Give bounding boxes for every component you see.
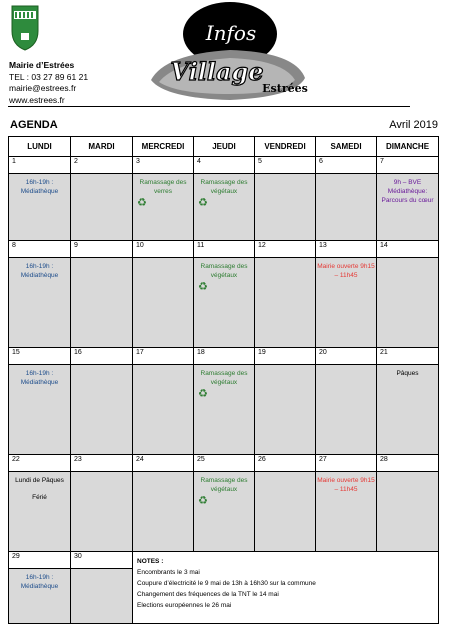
event-subtext: Férié bbox=[32, 494, 47, 501]
notes-box bbox=[133, 552, 439, 624]
date-number: 3 bbox=[133, 157, 194, 174]
day-cell[interactable] bbox=[9, 472, 71, 552]
date-number: 21 bbox=[377, 348, 439, 365]
logo-top-text: Infos bbox=[205, 21, 257, 45]
page-header bbox=[0, 0, 450, 112]
day-cell[interactable] bbox=[255, 174, 316, 241]
date-number: 17 bbox=[133, 348, 194, 365]
recycle-icon: ♻ bbox=[198, 281, 208, 293]
date-number: 2 bbox=[71, 157, 133, 174]
date-number: 25 bbox=[194, 455, 255, 472]
date-number: 23 bbox=[71, 455, 133, 472]
date-number: 28 bbox=[377, 455, 439, 472]
event-text: Lundi de Pâques bbox=[15, 477, 64, 484]
note-item: Elections européennes le 26 mai bbox=[137, 602, 232, 609]
day-cell[interactable] bbox=[9, 174, 71, 241]
day-cell[interactable] bbox=[377, 174, 439, 241]
recycle-icon: ♻ bbox=[198, 197, 208, 209]
agenda-month: Avril 2019 bbox=[389, 119, 438, 131]
date-number: 30 bbox=[71, 552, 133, 569]
date-number: 4 bbox=[194, 157, 255, 174]
date-number: 15 bbox=[9, 348, 71, 365]
recycle-icon: ♻ bbox=[198, 388, 208, 400]
event-text: Mairie ouverte 9h15 – 11h45 bbox=[317, 263, 375, 279]
day-cell[interactable] bbox=[316, 365, 377, 455]
event-text: Ramassage des végétaux bbox=[200, 477, 248, 493]
date-number: 13 bbox=[316, 241, 377, 258]
date-number: 29 bbox=[9, 552, 71, 569]
day-cell[interactable] bbox=[316, 472, 377, 552]
day-header: LUNDI bbox=[9, 137, 71, 157]
day-cell[interactable] bbox=[71, 174, 133, 241]
date-number-row bbox=[9, 157, 439, 174]
event-text: 16h-19h : Médiathèque bbox=[20, 179, 59, 195]
calendar-table bbox=[8, 136, 439, 624]
recycle-icon: ♻ bbox=[137, 197, 147, 209]
recycle-icon: ♻ bbox=[198, 495, 208, 507]
infos-village-logo bbox=[145, 2, 315, 102]
day-header: MARDI bbox=[71, 137, 133, 157]
day-cell[interactable] bbox=[194, 258, 255, 348]
day-header: VENDREDI bbox=[255, 137, 316, 157]
day-cell[interactable] bbox=[71, 569, 133, 624]
date-number: 12 bbox=[255, 241, 316, 258]
date-number: 16 bbox=[71, 348, 133, 365]
event-text: Ramassage des verres bbox=[139, 179, 187, 195]
day-cell[interactable] bbox=[9, 258, 71, 348]
date-number: 27 bbox=[316, 455, 377, 472]
logo-sub-text: Estrées bbox=[262, 82, 308, 95]
day-header: JEUDI bbox=[194, 137, 255, 157]
event-text: Pâques bbox=[396, 370, 419, 377]
date-number: 24 bbox=[133, 455, 194, 472]
event-text: 16h-19h : Médiathèque bbox=[20, 574, 59, 590]
date-number-row bbox=[9, 348, 439, 365]
mairie-site[interactable]: www.estrees.fr bbox=[9, 94, 65, 105]
day-cell[interactable] bbox=[71, 472, 133, 552]
day-cell[interactable] bbox=[133, 174, 194, 241]
day-header-row bbox=[9, 137, 439, 157]
day-cell[interactable] bbox=[316, 258, 377, 348]
week-row bbox=[9, 365, 439, 455]
crest-icon bbox=[11, 5, 39, 51]
day-header: DIMANCHE bbox=[377, 137, 439, 157]
date-number-row bbox=[9, 241, 439, 258]
date-number: 5 bbox=[255, 157, 316, 174]
date-number: 6 bbox=[316, 157, 377, 174]
day-cell[interactable] bbox=[71, 258, 133, 348]
event-text: Ramassage des végétaux bbox=[200, 370, 248, 386]
mairie-name: Mairie d’Estrées bbox=[9, 60, 75, 70]
date-number-row bbox=[9, 455, 439, 472]
date-number: 14 bbox=[377, 241, 439, 258]
date-number: 7 bbox=[377, 157, 439, 174]
date-number: 9 bbox=[71, 241, 133, 258]
note-item: Encombrants le 3 mai bbox=[137, 569, 200, 576]
day-cell[interactable] bbox=[133, 472, 194, 552]
day-header: MERCREDI bbox=[133, 137, 194, 157]
week-row bbox=[9, 174, 439, 241]
mairie-tel: TEL : 03 27 89 61 21 bbox=[9, 71, 89, 82]
day-cell[interactable] bbox=[71, 365, 133, 455]
event-text: 16h-19h : Médiathèque bbox=[20, 370, 59, 386]
day-cell[interactable] bbox=[9, 365, 71, 455]
event-text: Ramassage des végétaux bbox=[200, 179, 248, 195]
date-number: 10 bbox=[133, 241, 194, 258]
agenda-title: AGENDA bbox=[10, 119, 58, 131]
day-cell[interactable] bbox=[377, 258, 439, 348]
date-number: 22 bbox=[9, 455, 71, 472]
date-number-row bbox=[9, 552, 439, 569]
week-row bbox=[9, 258, 439, 348]
event-text: Ramassage des végétaux bbox=[200, 263, 248, 279]
note-item: Changement des fréquences de la TNT le 14 mai bbox=[137, 591, 279, 598]
day-cell[interactable] bbox=[255, 258, 316, 348]
header-divider bbox=[8, 106, 410, 107]
day-header: SAMEDI bbox=[316, 137, 377, 157]
day-cell[interactable] bbox=[316, 174, 377, 241]
day-cell[interactable] bbox=[255, 365, 316, 455]
event-text: 9h – BVE Médiathèque: Parcours du cœur bbox=[381, 179, 434, 204]
mairie-contact bbox=[9, 60, 88, 106]
day-cell[interactable] bbox=[255, 472, 316, 552]
date-number: 11 bbox=[194, 241, 255, 258]
event-text: 16h-19h : Médiathèque bbox=[20, 263, 59, 279]
day-cell[interactable] bbox=[377, 365, 439, 455]
note-item: Coupure d’électricité le 9 mai de 13h à 16h30 sur la commune bbox=[137, 580, 316, 587]
day-cell[interactable] bbox=[194, 174, 255, 241]
mairie-email[interactable]: mairie@estrees.fr bbox=[9, 83, 77, 93]
day-cell[interactable] bbox=[133, 365, 194, 455]
logo-main-text: Village bbox=[170, 57, 264, 86]
event-text: Mairie ouverte 9h15 – 11h45 bbox=[317, 477, 375, 493]
day-cell[interactable] bbox=[133, 258, 194, 348]
date-number: 8 bbox=[9, 241, 71, 258]
date-number: 19 bbox=[255, 348, 316, 365]
date-number: 26 bbox=[255, 455, 316, 472]
date-number: 18 bbox=[194, 348, 255, 365]
day-cell[interactable] bbox=[9, 569, 71, 624]
date-number: 20 bbox=[316, 348, 377, 365]
day-cell[interactable] bbox=[194, 365, 255, 455]
week-row bbox=[9, 472, 439, 552]
date-number: 1 bbox=[9, 157, 71, 174]
day-cell[interactable] bbox=[377, 472, 439, 552]
day-cell[interactable] bbox=[194, 472, 255, 552]
notes-title: NOTES : bbox=[137, 558, 164, 565]
